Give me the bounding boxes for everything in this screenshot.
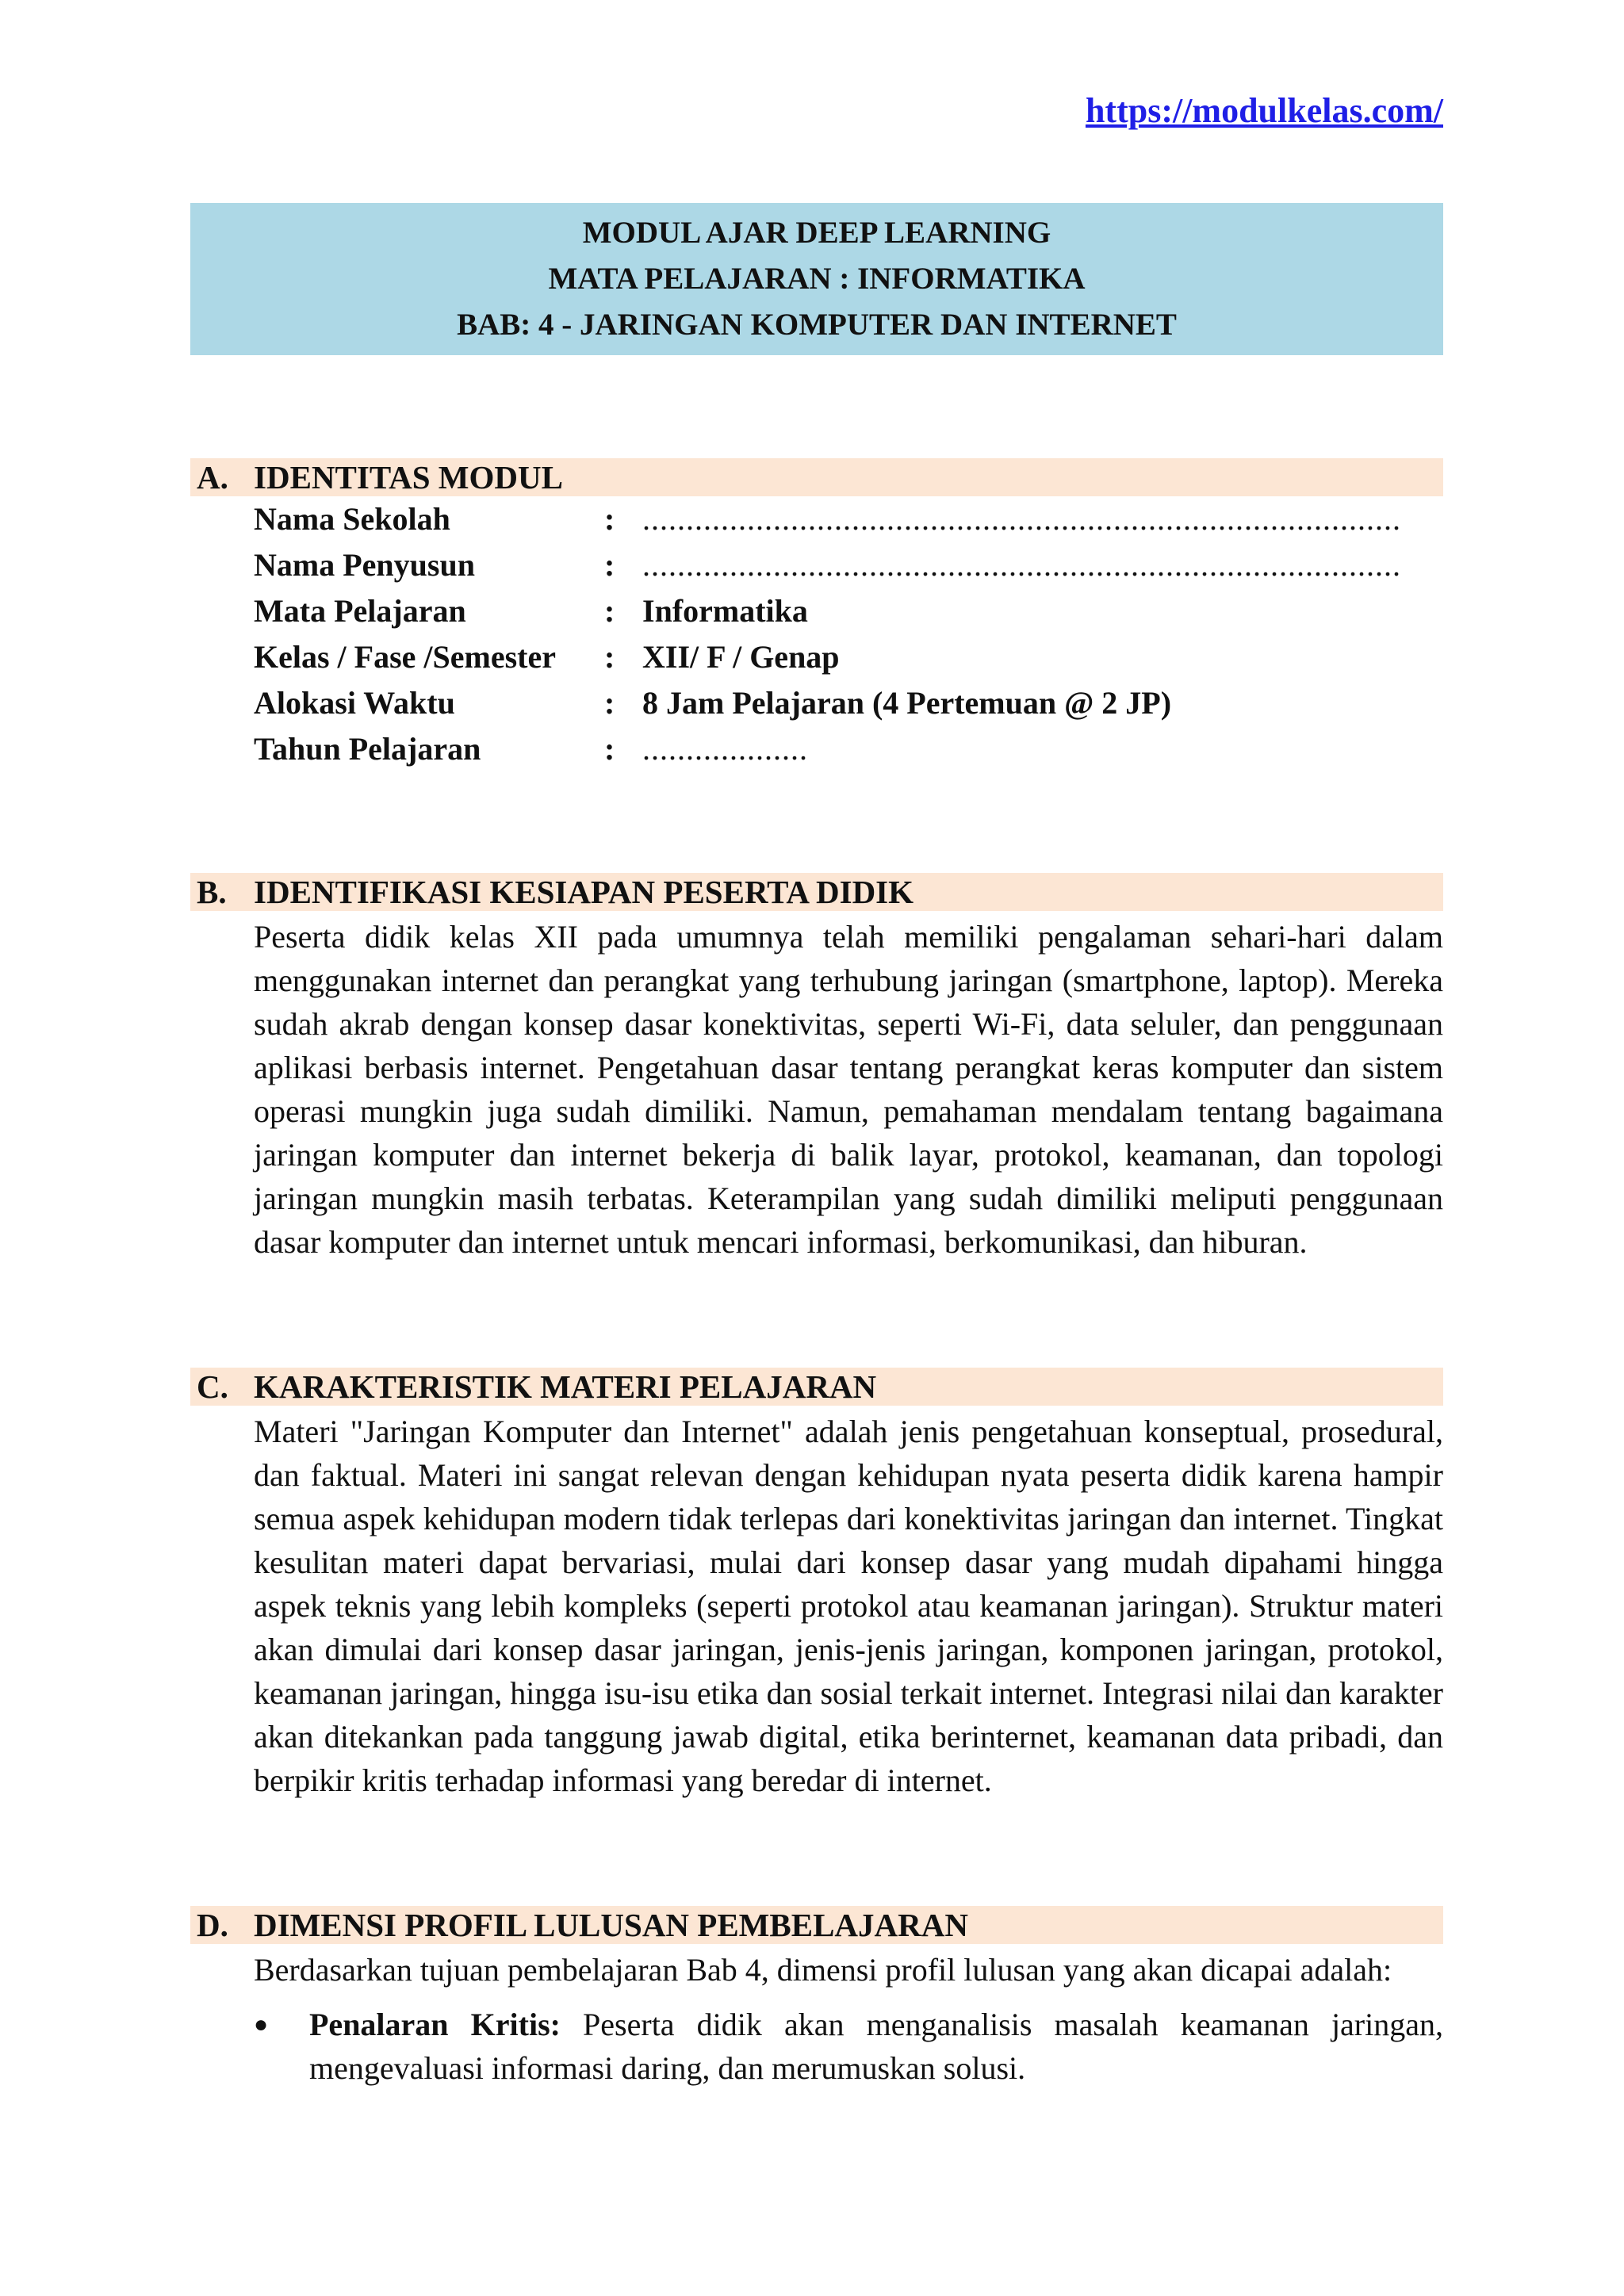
list-item-text	[309, 2003, 1443, 2090]
identity-row	[254, 634, 1443, 680]
identity-value: ...................	[642, 731, 808, 767]
section-d-intro: Berdasarkan tujuan pembelajaran Bab 4, dimensi profil lulusan yang akan dicapai adalah:	[254, 1952, 1392, 1988]
section-b-title: IDENTIFIKASI KESIAPAN PESERTA DIDIK	[254, 874, 914, 910]
identity-colon: :	[604, 685, 615, 721]
section-d-heading	[190, 1906, 1443, 1944]
section-b-letter: B.	[197, 874, 227, 910]
section-c-title: KARAKTERISTIK MATERI PELAJARAN	[254, 1368, 877, 1405]
header-url-link[interactable]: https://modulkelas.com/	[1085, 91, 1443, 130]
identity-row	[254, 496, 1443, 542]
title-banner	[190, 203, 1443, 355]
identity-label: Nama Sekolah	[254, 501, 450, 537]
identity-colon: :	[604, 501, 615, 537]
identity-row	[254, 726, 1443, 772]
section-c-paragraph: Materi "Jaringan Komputer dan Internet" adalah jenis pengetahuan konseptual, prosedural, dan faktual. Materi ini sangat relevan dengan kehidupan nyata peserta didik karena hampir semua aspek kehidupan modern tidak terlepas dari konektivitas jaringan dan internet. Tingkat kesulitan materi dapat bervariasi, mulai dari konsep dasar yang mudah dipahami hingga aspek teknis yang lebih kompleks (seperti protokol atau keamanan jaringan). Struktur materi akan dimulai dari konsep dasar jaringan, jenis-jenis jaringan, komponen jaringan, protokol, keamanan jaringan, hingga isu-isu etika dan sosial terkait internet. Integrasi nilai dan karakter akan ditekankan pada tanggung jawab digital, etika berinternet, keamanan data pribadi, dan berpikir kritis terhadap informasi yang beredar di internet.	[254, 1414, 1443, 1798]
identity-colon: :	[604, 593, 615, 629]
identity-table	[254, 496, 1443, 772]
identity-label: Alokasi Waktu	[254, 685, 455, 721]
identity-label: Kelas / Fase /Semester	[254, 639, 556, 675]
identity-label: Tahun Pelajaran	[254, 731, 481, 767]
identity-value: XII/ F / Genap	[642, 639, 840, 675]
title-line-3: BAB: 4 - JARINGAN KOMPUTER DAN INTERNET	[457, 308, 1177, 342]
list-item-description: Peserta didik akan menganalisis masalah keamanan jaringan, mengevaluasi informasi daring, dan merumuskan solusi.	[309, 2007, 1443, 2086]
section-b-paragraph: Peserta didik kelas XII pada umumnya telah memiliki pengalaman sehari-hari dalam menggunakan internet dan perangkat yang terhubung jaringan (smartphone, laptop). Mereka sudah akrab dengan konsep dasar konektivitas, seperti Wi-Fi, data seluler, dan penggunaan aplikasi berbasis internet. Pengetahuan dasar tentang perangkat keras komputer dan sistem operasi mungkin juga sudah dimiliki. Namun, pemahaman mendalam tentang bagaimana jaringan komputer dan internet bekerja di balik layar, protokol, keamanan, dan topologi jaringan mungkin masih terbatas. Keterampilan yang sudah dimiliki meliputi penggunaan dasar komputer dan internet untuk mencari informasi, berkomunikasi, dan hiburan.	[254, 919, 1443, 1260]
bullet-icon: ●	[254, 2011, 269, 2038]
title-line-2: MATA PELAJARAN : INFORMATIKA	[548, 262, 1086, 296]
section-b-heading	[190, 873, 1443, 911]
identity-value: Informatika	[642, 593, 808, 629]
identity-label: Mata Pelajaran	[254, 593, 466, 629]
identity-row	[254, 680, 1443, 726]
section-d-letter: D.	[197, 1907, 228, 1943]
identity-value: .......................................................................................	[642, 501, 1401, 537]
section-a-heading	[190, 458, 1443, 496]
identity-value: .......................................................................................	[642, 547, 1401, 583]
identity-row	[254, 542, 1443, 588]
title-line-1: MODUL AJAR DEEP LEARNING	[582, 216, 1051, 250]
identity-colon: :	[604, 547, 615, 583]
section-a-letter: A.	[197, 459, 228, 496]
identity-label: Nama Penyusun	[254, 547, 475, 583]
identity-colon: :	[604, 731, 615, 767]
section-c-letter: C.	[197, 1368, 228, 1405]
section-d-title: DIMENSI PROFIL LULUSAN PEMBELAJARAN	[254, 1907, 968, 1943]
section-a-title: IDENTITAS MODUL	[254, 459, 563, 496]
section-c-heading	[190, 1368, 1443, 1406]
identity-colon: :	[604, 639, 615, 675]
list-item-term: Penalaran Kritis:	[309, 2007, 561, 2042]
identity-row	[254, 588, 1443, 634]
identity-value: 8 Jam Pelajaran (4 Pertemuan @ 2 JP)	[642, 685, 1172, 721]
